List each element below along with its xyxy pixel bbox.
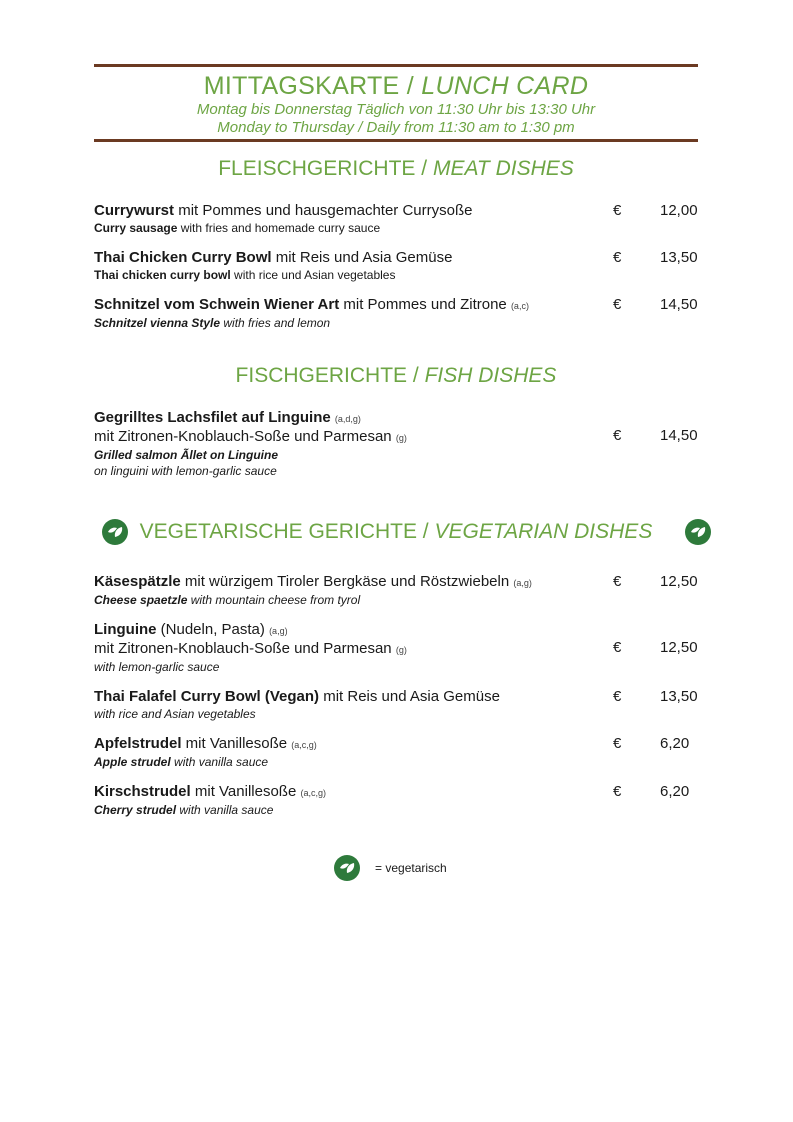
menu-page <box>94 64 698 818</box>
dish-name: Apfelstrudel <box>94 735 182 752</box>
section-title-en: VEGETARIAN DISHES <box>434 520 653 543</box>
section-title-en: FISH DISHES <box>424 364 557 387</box>
hours-de: Montag bis Donnerstag Täglich von 11:30 Uhr bis 13:30 Uhr <box>196 101 596 118</box>
dish-desc-en: with vanilla sauce <box>170 755 269 769</box>
dish-desc-en: with mountain cheese from tyrol <box>187 593 361 607</box>
menu-item <box>94 296 698 331</box>
price: 12,00 <box>660 202 698 219</box>
dish-desc: (Nudeln, Pasta) <box>156 621 270 638</box>
dish-desc: mit würzigem Tiroler Bergkäse und Röstzwiebeln <box>180 573 514 590</box>
price: 13,50 <box>660 688 698 705</box>
top-rule <box>94 64 698 67</box>
dish-name: Linguine <box>94 621 157 638</box>
hours-en: Monday to Thursday / Daily from 11:30 am to 1:30 pm <box>217 119 575 136</box>
dish-name: Thai Falafel Curry Bowl (Vegan) <box>94 688 320 705</box>
menu-item <box>94 735 698 770</box>
dish-desc-en: with vanilla sauce <box>176 803 274 817</box>
leaf-icon <box>102 519 128 545</box>
dish-desc-en: with fries and lemon <box>220 316 331 330</box>
price: 6,20 <box>660 783 690 800</box>
price: 13,50 <box>660 249 698 266</box>
section-title-de: FLEISCHGERICHTE / <box>218 157 428 180</box>
menu-item <box>94 688 698 722</box>
allergens: (a,c) <box>510 301 529 311</box>
section-title-en: MEAT DISHES <box>432 157 574 180</box>
section-veg-title <box>94 519 698 545</box>
menu-item <box>94 409 698 479</box>
currency: € <box>613 639 622 656</box>
dish-desc-en: with rice und Asian vegetables <box>230 268 396 282</box>
dish-name-en: Cheese spaetzle <box>94 593 188 607</box>
dish-desc: mit Reis und Asia Gemüse <box>319 688 500 705</box>
dish-name: Gegrilltes Lachsfilet auf Linguine <box>94 409 331 426</box>
title-de: MITTAGSKARTE <box>203 72 400 100</box>
allergens: (a,d,g) <box>334 414 361 424</box>
menu-item <box>94 249 698 283</box>
dish-name-en: Apple strudel <box>94 755 171 769</box>
price: 14,50 <box>660 427 698 444</box>
allergens: (g) <box>395 645 407 655</box>
dish-name-en: Thai chicken curry bowl <box>94 268 231 282</box>
currency: € <box>613 735 622 752</box>
currency: € <box>613 202 622 219</box>
leaf-icon <box>334 855 360 881</box>
dish-desc-en: with lemon-garlic sauce <box>94 660 220 674</box>
title-separator: / <box>399 72 422 100</box>
dish-name: Currywurst <box>94 202 175 219</box>
currency: € <box>613 688 622 705</box>
menu-item <box>94 621 698 675</box>
dish-name: Thai Chicken Curry Bowl <box>94 249 272 266</box>
dish-name: Käsespätzle <box>94 573 181 590</box>
page-title <box>94 71 698 101</box>
dish-desc: mit Zitronen-Knoblauch-Soße und Parmesan <box>94 428 396 445</box>
dish-name: Schnitzel vom Schwein Wiener Art <box>94 296 344 313</box>
leaf-icon <box>685 519 711 545</box>
price: 12,50 <box>660 639 698 656</box>
allergens: (a,c,g) <box>291 740 317 750</box>
dish-desc-en: with fries and homemade curry sauce <box>177 221 381 235</box>
allergens: (a,c,g) <box>300 788 326 798</box>
menu-item <box>94 573 698 608</box>
dish-name-en: Cherry strudel <box>94 803 177 817</box>
bottom-rule <box>94 139 698 142</box>
price: 6,20 <box>660 735 690 752</box>
allergens: (a,g) <box>513 578 532 588</box>
price: 12,50 <box>660 573 698 590</box>
dish-desc: mit Zitronen-Knoblauch-Soße und Parmesan <box>94 640 396 657</box>
price: 14,50 <box>660 296 698 313</box>
dish-desc-en: with rice and Asian vegetables <box>94 707 256 721</box>
dish-desc: mit Pommes und Zitrone <box>343 296 511 313</box>
dish-desc-en: on linguini with lemon-garlic sauce <box>94 464 277 478</box>
legend-text: = vegetarisch <box>375 861 447 875</box>
dish-desc: mit Vanillesoße <box>190 783 301 800</box>
currency: € <box>613 296 622 313</box>
menu-item <box>94 202 698 236</box>
dish-desc: mit Reis und Asia Gemüse <box>271 249 453 266</box>
allergens: (a,g) <box>269 626 288 636</box>
dish-name: Kirschstrudel <box>94 783 191 800</box>
dish-name-en: Schnitzel vienna Style <box>94 316 221 330</box>
dish-name-en: Grilled salmon Ãllet on Linguine <box>94 448 279 462</box>
menu-item <box>94 783 698 818</box>
currency: € <box>613 783 622 800</box>
dish-desc: mit Vanillesoße <box>181 735 292 752</box>
allergens: (g) <box>395 433 407 443</box>
dish-desc: mit Pommes und hausgemachter Currysoße <box>174 202 473 219</box>
currency: € <box>613 573 622 590</box>
dish-name-en: Curry sausage <box>94 221 178 235</box>
currency: € <box>613 249 622 266</box>
title-en: LUNCH CARD <box>421 72 589 100</box>
section-meat-title <box>94 156 698 182</box>
currency: € <box>613 427 622 444</box>
section-title-de: VEGETARISCHE GERICHTE / <box>139 520 429 543</box>
section-fish-title <box>94 363 698 389</box>
section-title-de: FISCHGERICHTE / <box>235 364 419 387</box>
